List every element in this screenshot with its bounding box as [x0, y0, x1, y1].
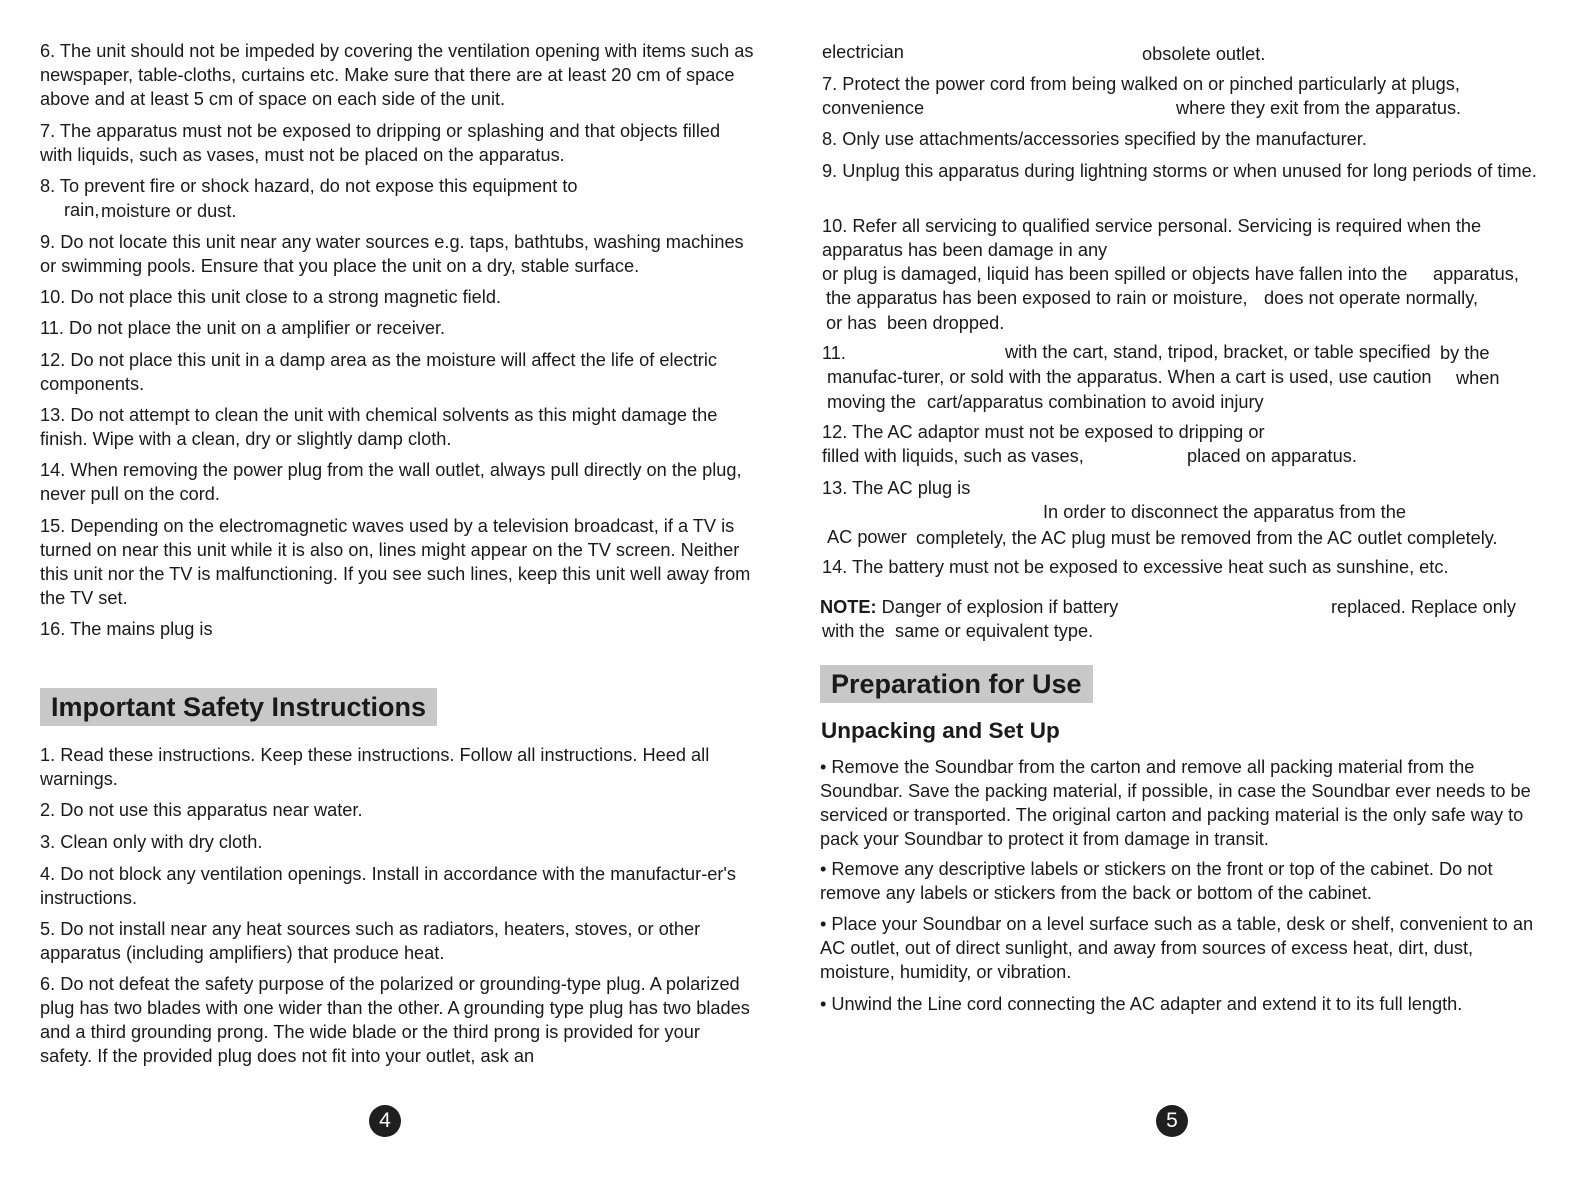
item-11-number: 11.: [822, 343, 846, 363]
bullet-remove-labels: • Remove any descriptive labels or stickers on the front or top of the cabinet. Do not remove any labels or stickers from the back or bottom of the cabinet.: [820, 859, 1493, 903]
fragment-electrician: electrician: [822, 42, 904, 62]
item-12-line2-placed: placed on apparatus.: [1187, 446, 1357, 466]
note-line2-equivalent: same or equivalent type.: [895, 621, 1094, 641]
item-10-line4-normal: does not operate normally,: [1264, 288, 1478, 308]
list-item-8-rain: rain,: [64, 200, 100, 220]
list-item-13-clean: 13. Do not attempt to clean the unit with chemical solvents as this might damage the finish. Wipe with a clean, dry or slightly damp cloth.: [40, 405, 718, 449]
item-13-line2: In order to disconnect the apparatus from the: [1043, 502, 1406, 522]
list-item-10-magnetic: 10. Do not place this unit close to a strong magnetic field.: [40, 287, 502, 307]
list-item-15-tv: 15. Depending on the electromagnetic waves used by a television broadcast, if a TV is turned on near this unit while it is also on, lines might appear on the TV screen. Neither this unit nor the TV is malfunctioning. If you see such lines, keep this unit well away from the TV set.: [40, 516, 751, 608]
item-8-attachments: 8. Only use attachments/accessories specified by the manufacturer.: [822, 129, 1367, 149]
safety-item-3: 3. Clean only with dry cloth.: [40, 832, 263, 852]
item-12-line1: 12. The AC adaptor must not be exposed to dripping or: [822, 422, 1265, 442]
item-11-line1: with the cart, stand, tripod, bracket, or table specified: [1005, 342, 1431, 362]
item-10-line2: apparatus has been damage in any: [822, 240, 1108, 260]
list-item-11-amplifier: 11. Do not place the unit on a amplifier or receiver.: [40, 318, 446, 338]
section-heading-safety: Important Safety Instructions: [40, 688, 437, 726]
item-7-convenience: convenience: [822, 98, 925, 118]
fragment-obsolete-outlet: obsolete outlet.: [1142, 44, 1266, 64]
item-10-line4: the apparatus has been exposed to rain or moisture,: [826, 288, 1248, 308]
note-line2: with the: [822, 621, 885, 641]
safety-item-1: 1. Read these instructions. Keep these instructions. Follow all instructions. Heed all warnings.: [40, 745, 710, 789]
list-item-16-mains: 16. The mains plug is: [40, 619, 213, 639]
list-item-8-moisture: moisture or dust.: [101, 201, 237, 221]
item-11-line3: moving the: [827, 392, 916, 412]
item-10-line1: 10. Refer all servicing to qualified service personal. Servicing is required when the: [822, 216, 1482, 236]
item-11-line2: manufac-turer, or sold with the apparatus. When a cart is used, use caution: [827, 367, 1432, 387]
safety-item-6: 6. Do not defeat the safety purpose of the polarized or grounding-type plug. A polarized plug has two blades with one wider than the other. A grounding type plug has two blades and a third grounding prong. The wide blade or the third prong is provided for your safety. If the provided plug does not fit into your outlet, ask an: [40, 974, 750, 1066]
note-line1-text: Danger of explosion if battery: [881, 597, 1119, 617]
item-10-line5: or has: [826, 313, 877, 333]
item-13-line1: 13. The AC plug is: [822, 478, 971, 498]
safety-item-5: 5. Do not install near any heat sources such as radiators, heaters, stoves, or other apparatus (including amplifiers) that produce heat.: [40, 919, 701, 963]
bullet-unwind-cord: • Unwind the Line cord connecting the AC adapter and extend it to its full length.: [820, 994, 1463, 1014]
item-9-unplug: 9. Unplug this apparatus during lightning storms or when unused for long periods of time.: [822, 161, 1537, 181]
right-page: [793, 0, 1586, 1190]
bullet-remove-soundbar: • Remove the Soundbar from the carton and remove all packing material from the Soundbar. Save the packing material, if possible, in case the Soundbar ever needs to be serviced or transported. The original carton and packing material is the only safe way to pack your Soundbar to protect it from damage in transit.: [820, 757, 1531, 849]
item-11-line1-bythe: by the: [1440, 343, 1490, 363]
section-heading-preparation: Preparation for Use: [820, 665, 1093, 703]
item-7-exit: where they exit from the apparatus.: [1176, 98, 1462, 118]
item-10-line3: or plug is damaged, liquid has been spilled or objects have fallen into the: [822, 264, 1408, 284]
safety-item-2: 2. Do not use this apparatus near water.: [40, 800, 363, 820]
item-10-line5-dropped: been dropped.: [887, 313, 1005, 333]
item-13-line3: AC power: [827, 527, 907, 547]
list-item-7-dripping: 7. The apparatus must not be exposed to dripping or splashing and that objects filled with liquids, such as vases, must not be placed on the apparatus.: [40, 121, 721, 165]
page-number-badge: 4: [369, 1105, 401, 1137]
item-11-line3-cart: cart/apparatus combination to avoid injury: [927, 392, 1264, 412]
subheading-unpacking: Unpacking and Set Up: [821, 718, 1060, 743]
note-line1: [820, 595, 1118, 619]
item-7-line1: 7. Protect the power cord from being walked on or pinched particularly at plugs,: [822, 74, 1460, 94]
item-11-line2-when: when: [1456, 368, 1500, 388]
bullet-place-soundbar: • Place your Soundbar on a level surface such as a table, desk or shelf, convenient to an AC outlet, out of direct sunlight, and away from sources of excess heat, dirt, dust, moisture, humidity, or vibration.: [820, 914, 1534, 982]
item-14-battery: 14. The battery must not be exposed to excessive heat such as sunshine, etc.: [822, 557, 1449, 577]
note-label: NOTE:: [820, 597, 877, 617]
safety-item-4: 4. Do not block any ventilation openings. Install in accordance with the manufactur-er's instructions.: [40, 864, 736, 908]
item-10-line3-apparatus: apparatus,: [1433, 264, 1519, 284]
list-item-14-plug: 14. When removing the power plug from the wall outlet, always pull directly on the plug, never pull on the cord.: [40, 460, 742, 504]
item-13-line3-complete: completely, the AC plug must be removed from the AC outlet completely.: [916, 528, 1498, 548]
list-item-12-damp: 12. Do not place this unit in a damp area as the moisture will affect the life of electric components.: [40, 350, 717, 394]
list-item-9-water: 9. Do not locate this unit near any water sources e.g. taps, bathtubs, washing machines or swimming pools. Ensure that you place the unit on a dry, stable surface.: [40, 232, 744, 276]
page-number-badge: 5: [1156, 1105, 1188, 1137]
list-item-6-ventilation: 6. The unit should not be impeded by covering the ventilation opening with items such as newspaper, table-cloths, curtains etc. Make sure that there are at least 20 cm of space above and at least 5 cm of space on each side of the unit.: [40, 41, 754, 109]
item-12-line2: filled with liquids, such as vases,: [822, 446, 1084, 466]
note-line1-replace: replaced. Replace only: [1331, 597, 1517, 617]
list-item-8-line1: 8. To prevent fire or shock hazard, do not expose this equipment to: [40, 176, 578, 196]
